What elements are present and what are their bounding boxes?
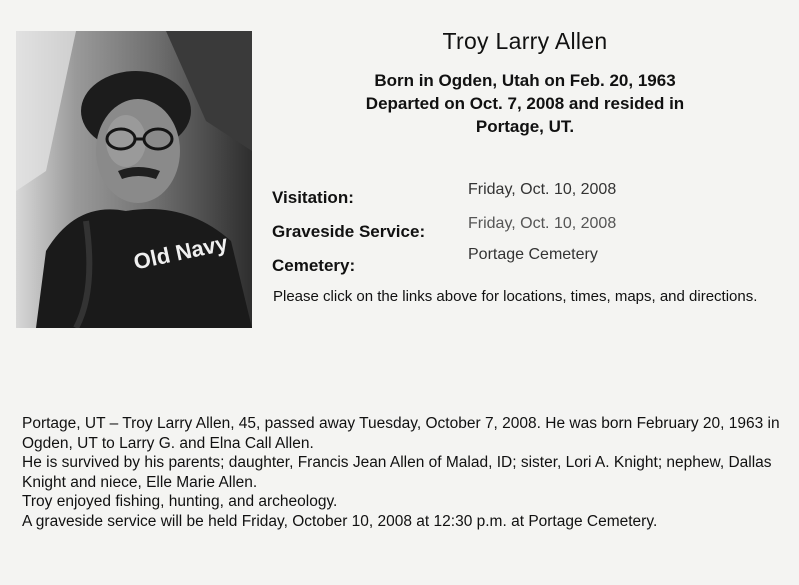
deceased-name: Troy Larry Allen: [442, 28, 608, 54]
directions-note: Please click on the links above for locations, times, maps, and directions.: [273, 288, 758, 305]
story-paragraph: Portage, UT – Troy Larry Allen, 45, passed away Tuesday, October 7, 2008. He was born February 20, 1963 in Ogden, UT to Larry G. and Elna Call Allen.: [22, 415, 780, 452]
visitation-row: [272, 181, 772, 215]
departed-line: Departed on Oct. 7, 2008 and resided in: [365, 94, 685, 113]
graveside-row: [272, 215, 772, 249]
born-line: Born in Ogden, Utah on Feb. 20, 1963: [374, 71, 676, 90]
visitation-label: Visitation:: [272, 188, 354, 207]
story-paragraph: A graveside service will be held Friday, October 10, 2008 at 12:30 p.m. at Portage Cemetery.: [22, 512, 658, 530]
resided-line: Portage, UT.: [475, 117, 575, 136]
cemetery-link[interactable]: Portage Cemetery: [468, 246, 598, 263]
shirt-logo-text: Old Navy: [131, 230, 230, 275]
visitation-date-link[interactable]: Friday, Oct. 10, 2008: [468, 181, 617, 198]
graveside-label: Graveside Service:: [272, 222, 426, 241]
graveside-date-link[interactable]: Friday, Oct. 10, 2008: [468, 215, 617, 232]
bio-summary: [290, 69, 760, 138]
story-paragraph: Troy enjoyed fishing, hunting, and archeology.: [22, 493, 338, 510]
service-details: [272, 181, 772, 283]
header-block: [290, 28, 760, 138]
portrait-photo: [16, 31, 252, 328]
story-paragraph: He is survived by his parents; daughter, Francis Jean Allen of Malad, ID; sister, Lori A. Knight; nephew, Dallas Knight and niece, Elle Marie Allen.: [22, 454, 772, 491]
portrait-image: [16, 31, 252, 328]
cemetery-row: [272, 246, 772, 283]
obituary-text: [22, 414, 782, 531]
cemetery-label: Cemetery:: [272, 256, 356, 275]
